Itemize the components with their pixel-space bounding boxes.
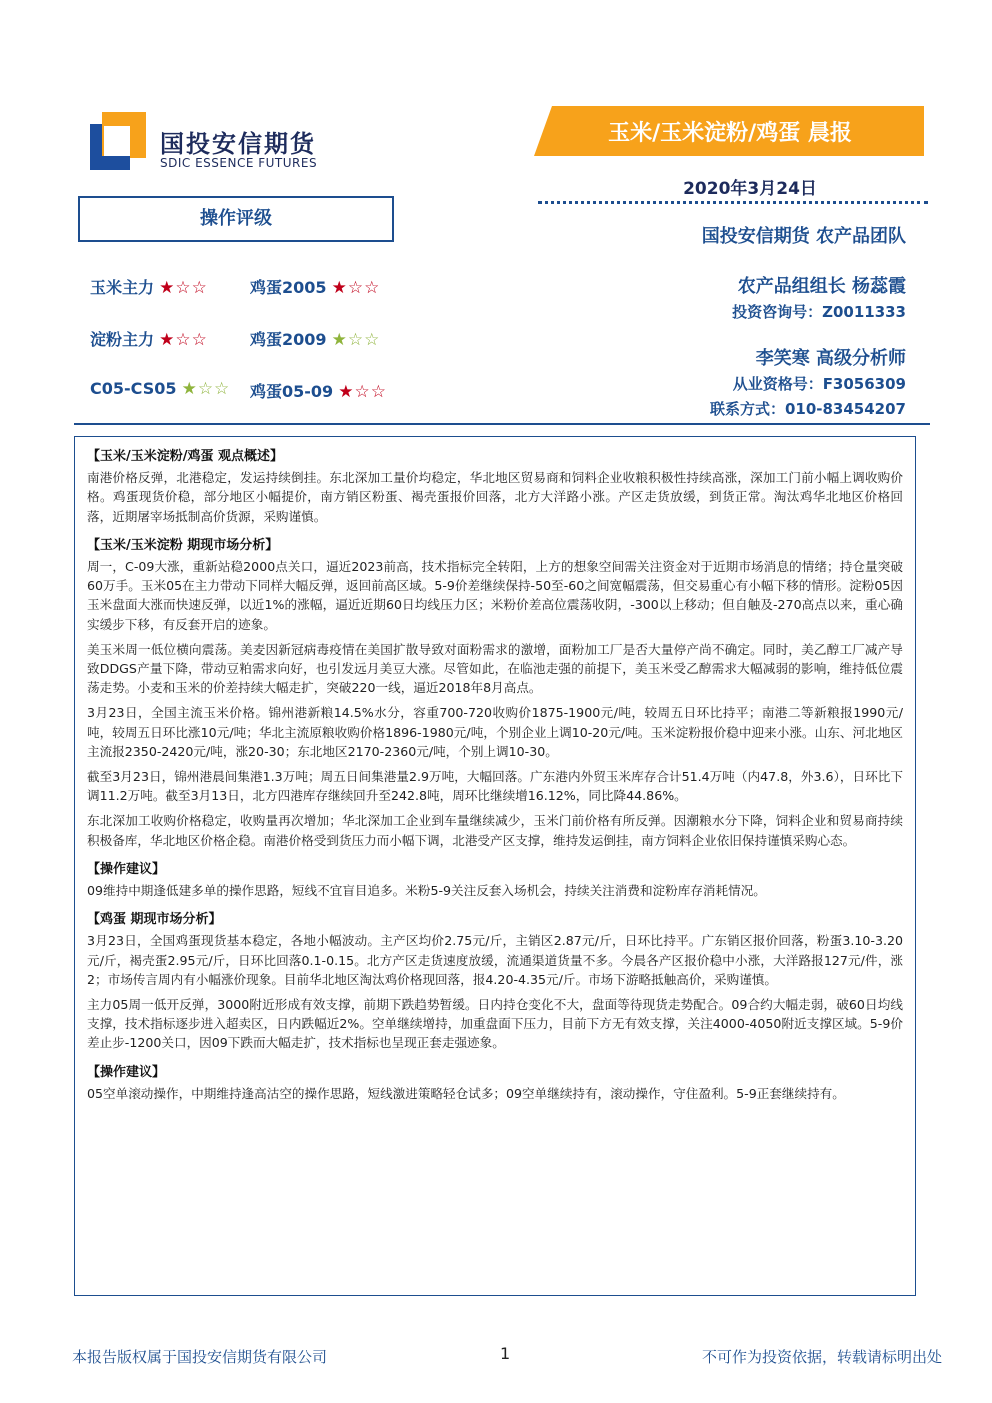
section-heading: 【操作建议】 — [87, 1064, 166, 1080]
paragraph: 05空单滚动操作，中期维持逢高沽空的操作思路，短线激进策略轻仓试多；09空单继续持有，滚动操作，守住盈利。5-9正套继续持有。 — [87, 1085, 845, 1101]
section-heading: 【鸡蛋 期现市场分析】 — [87, 912, 222, 928]
rating-stars: ★☆☆ — [159, 278, 208, 298]
paragraph: 美玉米周一低位横向震荡。美麦因新冠病毒疫情在美国扩散导致对面粉需求的激增，面粉加工厂是否大量停产尚不确定。同时，美乙醇工厂减产导致DDGS产量下降，带动豆粕需求向好，也引发远月美豆大涨。尽管如此，在临池走强的前提下，美玉米受乙醇需求大幅减弱的影响，维持低位震荡走势。小麦和玉米的价差持续大幅走扩，突破220一线，逼近2018年8月高点。 — [87, 641, 903, 696]
paragraph: 3月23日，全国主流玉米价格。锦州港新粮14.5%水分，容重700-720收购价1875-1900元/吨，较周五日环比持平；南港二等新粮报1990元/吨，较周五日环比涨10元/吨；华北主流原粮收购价格1896-1980元/吨，个别企业上调10-20元/吨。玉米淀粉报价稳中迎来小涨。山东、河北地区主流报2350-2420元/吨，涨20-30；东北地区2170-2360元/吨，个别上调10-30。 — [87, 705, 903, 759]
report-body — [74, 436, 916, 1296]
section-heading: 【操作建议】 — [87, 861, 166, 877]
paragraph: 主力05周一低开反弹，3000附近形成有效支撑，前期下跌趋势暂缓。日内持仓变化不大，盘面等待现货走势配合。09合约大幅走弱，破60日均线支撑，技术指标逐步进入超卖区，日内跌幅近2%。空单继续增持，加重盘面下压力，目前下方无有效支撑，关注4000-4050附近支撑区域。5-9价差止步-1200关口，因09下跌而大幅走扩，技术指标也呈现正套走强迹象。 — [87, 997, 903, 1051]
rating-label: 鸡蛋2005 — [250, 278, 327, 297]
section-heading: 【玉米/玉米淀粉 期现市场分析】 — [87, 537, 279, 553]
rating-row — [250, 327, 380, 350]
rating-stars: ★☆☆ — [159, 330, 208, 350]
rating-row — [250, 275, 380, 298]
lead-license: 投资咨询号：Z0011333 — [732, 303, 906, 321]
rating-label: C05-CS05 — [90, 379, 177, 398]
rating-stars: ★☆☆ — [331, 278, 381, 298]
rating-stars: ★☆☆ — [331, 330, 381, 350]
footer-disclaimer: 不可作为投资依据，转载请标明出处 — [701, 1348, 942, 1366]
rating-stars: ★☆☆ — [181, 379, 231, 399]
paragraph: 东北深加工收购价格稳定，收购量再次增加；华北深加工企业到车量继续减少，玉米门前价格有所反弹。因潮粮水分下降，饲料企业和贸易商持续积极备库，华北地区价格企稳。南港价格受到货压力而小幅下调，北港受产区支撑，维持发运倒挂，南方饲料企业依旧保持谨慎采购心态。 — [87, 813, 903, 848]
contact-info: 联系方式：010-83454207 — [709, 400, 906, 418]
rating-row — [90, 379, 230, 399]
rating-label: 玉米主力 — [90, 278, 155, 297]
lead-analyst: 农产品组组长 杨蕊霞 — [737, 276, 906, 297]
paragraph: 截至3月23日，锦州港晨间集港1.3万吨；周五日间集港量2.9万吨，大幅回落。广东港内外贸玉米库存合计51.4万吨（内47.8，外3.6），日环比下调11.2万吨。截至3月13日，北方四港库存继续回升至242.8吨，周环比继续增16.12%，同比降44.86%。 — [87, 769, 903, 804]
paragraph: 09维持中期逢低建多单的操作思路，短线不宜盲目追多。米粉5-9关注反套入场机会，持续关注消费和淀粉库存消耗情况。 — [87, 883, 766, 899]
paragraph: 周一，C-09大涨，重新站稳2000点关口，逼近2023前高，技术指标完全转阳，上方的想象空间需关注资金对于近期市场消息的情绪；持仓量突破60万手。玉米05在主力带动下同样大幅反弹，返回前高区域。5-9价差继续保持-50至-60之间宽幅震荡，但交易重心有小幅下移的情形。淀粉05因玉米盘面大涨而快速反弹，以近1%的涨幅，逼近近期60日均线压力区；米粉价差高位震荡收阴，-300以上移动；但自触及-270高点以来，重心确实缓步下移，有反套开启的迹象。 — [87, 559, 903, 632]
rating-row — [90, 327, 208, 350]
analyst-name: 李笑寒 高级分析师 — [755, 348, 906, 369]
rating-heading: 操作评级 — [78, 196, 394, 242]
rating-label: 鸡蛋05-09 — [250, 382, 334, 401]
rating-row — [90, 275, 208, 298]
footer-copyright: 本报告版权属于国投安信期货有限公司 — [72, 1348, 328, 1366]
dotted-divider — [538, 201, 928, 204]
report-title: 玉米/玉米淀粉/鸡蛋 晨报 — [608, 121, 852, 146]
rating-label: 淀粉主力 — [90, 330, 155, 349]
section-heading: 【玉米/玉米淀粉/鸡蛋 观点概述】 — [87, 449, 284, 464]
logo-company-english: SDIC ESSENCE FUTURES — [160, 156, 318, 170]
logo-company-name: 国投安信期货 — [160, 130, 316, 158]
report-date: 2020年3月24日 — [683, 179, 817, 199]
team-name: 国投安信期货 农产品团队 — [701, 226, 906, 247]
sdic-logo-icon — [90, 112, 146, 170]
rating-label: 鸡蛋2009 — [250, 330, 327, 349]
page-number: 1 — [500, 1344, 511, 1363]
rating-row — [250, 379, 387, 402]
paragraph: 南港价格反弹，北港稳定，发运持续倒挂。东北深加工量价均稳定，华北地区贸易商和饲料企业收粮积极性持续高涨，深加工门前小幅上调收购价格。鸡蛋现货价稳，部分地区小幅提价，南方销区粉蛋、褐壳蛋报价回落，北方大洋路小涨。产区走货放缓，到货正常。淘汰鸡华北地区价格回落，近期屠宰场抵制高价货源，采购谨慎。 — [87, 470, 903, 524]
analyst-license: 从业资格号：F3056309 — [732, 375, 906, 393]
rating-stars: ★☆☆ — [338, 382, 388, 402]
paragraph: 3月23日，全国鸡蛋现货基本稳定，各地小幅波动。主产区均价2.75元/斤，主销区2.87元/斤，日环比持平。广东销区报价回落，粉蛋3.10-3.20元/斤，褐壳蛋2.95元/斤，日环比回落0.1-0.15。北方产区走货速度放缓，流通渠道货量不多。今晨各产区报价稳中小涨，大洋路报127元/件，涨2；市场传言周内有小幅涨价现象。目前华北地区淘汰鸡价格现回落，报4.20-4.35元/斤。市场下游略抵触高价，采购谨慎。 — [87, 933, 903, 987]
header-rule — [74, 423, 930, 425]
